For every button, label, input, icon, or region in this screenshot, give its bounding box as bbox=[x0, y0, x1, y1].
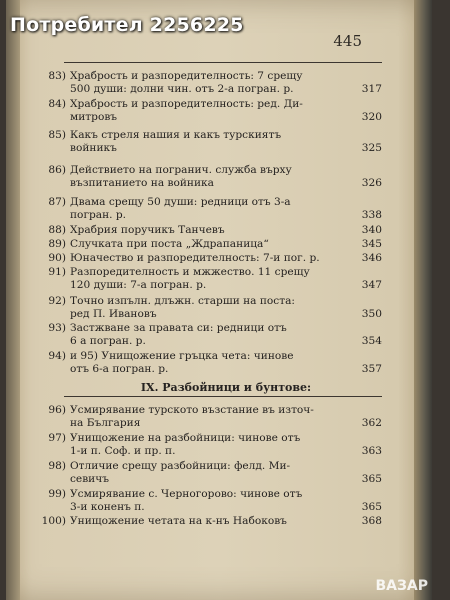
entry-title-line: севичъ bbox=[70, 473, 109, 485]
book-page bbox=[6, 0, 432, 600]
entry-title-line: погран. р. bbox=[70, 209, 127, 221]
entry-number: 100) bbox=[41, 515, 66, 527]
entry-title-line: Усмирявание с. Черногорово: чинове отъ bbox=[70, 488, 303, 500]
section-rule bbox=[64, 396, 382, 397]
toc-entry bbox=[36, 266, 388, 292]
entry-title bbox=[70, 460, 350, 486]
page-binding bbox=[6, 0, 20, 600]
toc-entry bbox=[36, 295, 388, 321]
entry-number: 92) bbox=[48, 295, 66, 307]
entry-title-line: Разпоредителность и мжжество. 11 срещу bbox=[70, 266, 310, 278]
toc-entry bbox=[36, 196, 388, 222]
entry-title-line: митровъ bbox=[70, 111, 118, 123]
entry-number: 93) bbox=[48, 322, 66, 334]
entry-number: 83) bbox=[48, 70, 66, 82]
entry-title bbox=[70, 196, 350, 222]
entry-page-number: 350 bbox=[361, 308, 382, 320]
entry-title bbox=[70, 98, 350, 124]
user-watermark: Потребител 2256225 bbox=[10, 14, 244, 36]
toc-entry bbox=[36, 238, 388, 251]
toc-entry bbox=[36, 98, 388, 124]
entry-title-line: Юначество и разпоредителность: 7-и пог. р. bbox=[70, 252, 320, 264]
entry-page-number: 338 bbox=[361, 209, 382, 221]
entry-page-number: 345 bbox=[361, 238, 382, 250]
entry-page-number: 365 bbox=[361, 473, 382, 485]
entry-title bbox=[70, 266, 350, 292]
site-logo-mark: ВАЗАР bbox=[375, 578, 428, 594]
entry-title-line: Храбрость и разпоредителность: ред. Ди- bbox=[70, 98, 303, 110]
toc-entry bbox=[36, 70, 388, 96]
entry-title bbox=[70, 322, 350, 348]
entry-title-line: войникъ bbox=[70, 142, 117, 154]
entry-page-number: 347 bbox=[361, 279, 382, 291]
toc-entry bbox=[36, 252, 388, 265]
entry-title bbox=[70, 515, 350, 528]
entry-number: 99) bbox=[48, 488, 66, 500]
entry-title bbox=[70, 70, 350, 96]
entry-title bbox=[70, 488, 350, 514]
entry-page-number: 365 bbox=[361, 501, 382, 513]
toc-entry bbox=[36, 515, 388, 528]
entry-number: 97) bbox=[48, 432, 66, 444]
entry-title-line: Какъ стреля нашия и какъ турскиятъ bbox=[70, 129, 282, 141]
page-number: 445 bbox=[333, 32, 362, 50]
toc-entry bbox=[36, 404, 388, 430]
toc-entry bbox=[36, 432, 388, 458]
entry-title-line: Отличие срещу разбойници: фелд. Ми- bbox=[70, 460, 291, 472]
entry-page-number: 320 bbox=[361, 111, 382, 123]
toc-entry bbox=[36, 488, 388, 514]
entry-title-line: Унищожение на разбойници: чинове отъ bbox=[70, 432, 301, 444]
toc-entry bbox=[36, 322, 388, 348]
entry-title-line: Случката при поста „Ждрапаница“ bbox=[70, 238, 269, 250]
toc-entry bbox=[36, 224, 388, 237]
entry-title bbox=[70, 252, 350, 265]
entry-title-line: 500 души: долни чин. отъ 2-а погран. р. bbox=[70, 83, 294, 95]
entry-number: 86) bbox=[48, 164, 66, 176]
entry-number: 96) bbox=[48, 404, 66, 416]
entry-title bbox=[70, 129, 350, 155]
entry-title-line: Храбрость и разпоредителность: 7 срещу bbox=[70, 70, 303, 82]
entry-title-line: и 95) Унищожение гръцка чета: чинове bbox=[70, 350, 294, 362]
entry-title-line: 3-и коненъ п. bbox=[70, 501, 145, 513]
entry-title-line: Усмирявание турското възстание въ източ- bbox=[70, 404, 314, 416]
entry-title-line: Действието на погранич. служба върху bbox=[70, 164, 292, 176]
entry-title-line: възпитанието на войника bbox=[70, 177, 214, 189]
entry-page-number: 340 bbox=[361, 224, 382, 236]
entry-page-number: 354 bbox=[361, 335, 382, 347]
entry-number: 94) bbox=[48, 350, 66, 362]
entry-number: 91) bbox=[48, 266, 66, 278]
entry-number: 87) bbox=[48, 196, 66, 208]
entry-number: 88) bbox=[48, 224, 66, 236]
entry-title bbox=[70, 295, 350, 321]
entry-title bbox=[70, 404, 350, 430]
entry-page-number: 363 bbox=[361, 445, 382, 457]
entry-page-number: 325 bbox=[361, 142, 382, 154]
entry-title-line: 6 а погран. р. bbox=[70, 335, 146, 347]
entry-number: 84) bbox=[48, 98, 66, 110]
header-rule bbox=[64, 62, 382, 63]
toc-entry bbox=[36, 460, 388, 486]
entry-page-number: 362 bbox=[361, 417, 382, 429]
entry-number: 89) bbox=[48, 238, 66, 250]
entry-page-number: 357 bbox=[361, 363, 382, 375]
entry-page-number: 368 bbox=[361, 515, 382, 527]
toc-entry bbox=[36, 129, 388, 155]
entry-number: 98) bbox=[48, 460, 66, 472]
entry-page-number: 346 bbox=[361, 252, 382, 264]
entry-title-line: 1-и п. Соф. и пр. п. bbox=[70, 445, 176, 457]
entry-page-number: 317 bbox=[361, 83, 382, 95]
entry-title-line: на България bbox=[70, 417, 141, 429]
entry-number: 90) bbox=[48, 252, 66, 264]
entry-title-line: Храбрия поручикъ Танчевъ bbox=[70, 224, 225, 236]
section-heading: IX. Разбойници и бунтове: bbox=[140, 381, 312, 394]
entry-title bbox=[70, 432, 350, 458]
toc-entry bbox=[36, 164, 388, 190]
book-spine bbox=[414, 0, 432, 600]
entry-title-line: Унищожение четата на к-нъ Набоковъ bbox=[70, 515, 287, 527]
entry-title bbox=[70, 238, 350, 251]
entry-title-line: Двама срещу 50 души: редници отъ 3-а bbox=[70, 196, 291, 208]
toc-entry bbox=[36, 350, 388, 376]
entry-title-line: 120 души: 7-а погран. р. bbox=[70, 279, 207, 291]
entry-title-line: ред П. Ивановъ bbox=[70, 308, 157, 320]
entry-page-number: 326 bbox=[361, 177, 382, 189]
entry-title bbox=[70, 350, 350, 376]
entry-title-line: Точно изпълн. длъжн. старши на поста: bbox=[70, 295, 295, 307]
entry-number: 85) bbox=[48, 129, 66, 141]
entry-title-line: Застжване за правата си: редници отъ bbox=[70, 322, 287, 334]
entry-title bbox=[70, 164, 350, 190]
entry-title bbox=[70, 224, 350, 237]
entry-title-line: отъ 6-а погран. р. bbox=[70, 363, 169, 375]
